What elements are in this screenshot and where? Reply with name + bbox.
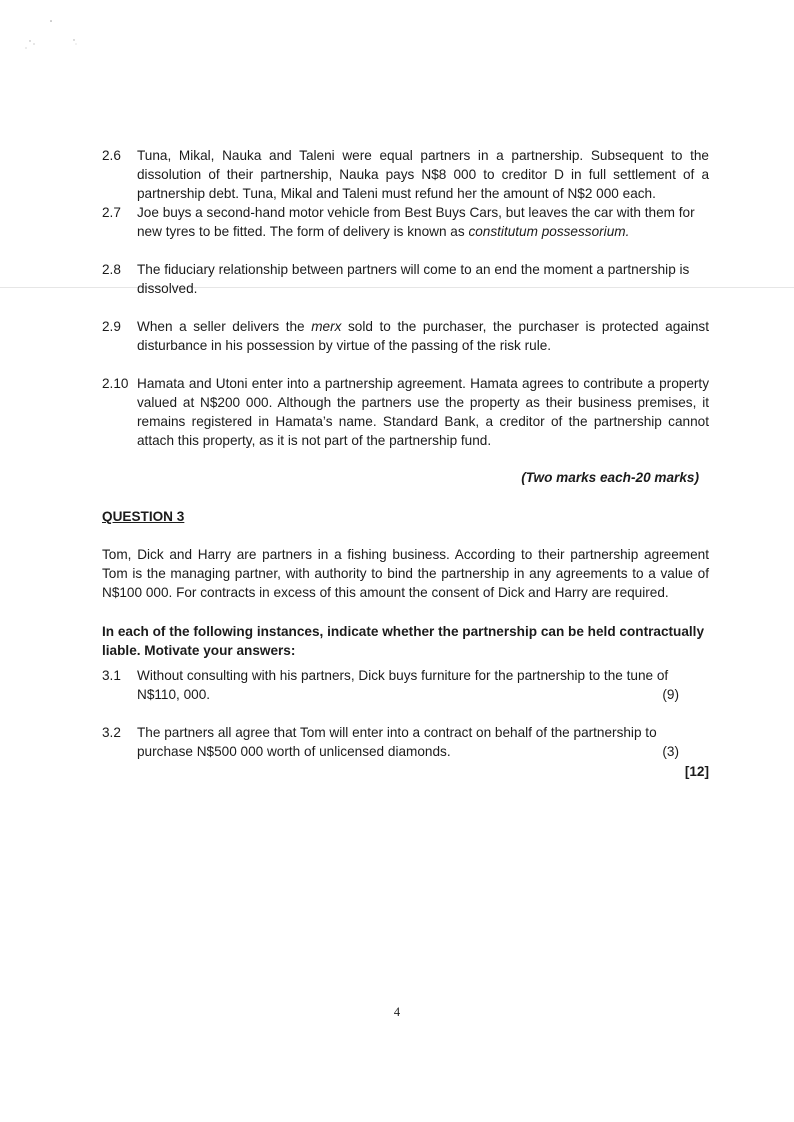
item-2-6: [102, 146, 709, 203]
marks-note-row: [102, 468, 699, 487]
item-text: Tuna, Mikal, Nauka and Taleni were equal partners in a partnership. Subsequent to the dissolution of their partnership, Nauka pays N$8 000 to creditor D in full settlement of a partnership debt. Tuna, Mikal and Taleni must refund her the amount of N$2 000 each.: [137, 148, 709, 201]
question-total: [12]: [684, 764, 709, 779]
item-2-7: [102, 203, 709, 241]
item-text-part: sold to the purchaser, the purchaser is protected against disturbance in his possession by virtue of the passing of the risk rule.: [137, 319, 709, 353]
item-number: 2.6: [102, 148, 121, 163]
question-3-heading-row: [102, 507, 709, 526]
subquestion-line: The partners all agree that Tom will enter into a contract on behalf of the partnership to: [137, 725, 657, 740]
item-text-italic: merx: [311, 319, 342, 334]
subquestion-body: [137, 666, 709, 704]
subquestion-number: 3.2: [102, 725, 121, 740]
item-text: [137, 317, 709, 355]
item-number: 2.8: [102, 262, 121, 277]
item-text: [137, 203, 709, 241]
subquestion-body: [137, 723, 709, 761]
item-number: 2.9: [102, 319, 121, 334]
item-text-part: When a seller delivers the: [137, 319, 312, 334]
scan-specks: [18, 18, 88, 58]
intro-text: Tom, Dick and Harry are partners in a fishing business. According to their partnership agreement Tom is the managing partner, with authority to bind the partnership in any agreements to a value of N$100 000. For contracts in excess of this amount the consent of Dick and Harry are required.: [102, 547, 709, 600]
item-2-10: [102, 374, 709, 450]
subquestion-line: N$110, 000.: [137, 687, 211, 702]
subquestion-3-2: [102, 723, 709, 761]
question-3-total-row: [102, 762, 709, 781]
subquestion-number: 3.1: [102, 668, 121, 683]
page-number: 4: [393, 1005, 401, 1019]
item-text-italic: constitutum possessorium.: [468, 224, 630, 239]
item-text: Hamata and Utoni enter into a partnership agreement. Hamata agrees to contribute a property valued at N$200 000. Although the partners use the property as their business premises, it remains registered in Hamata’s name. Standard Bank, a creditor of the partnership cannot attach this property, as it is not part of the partnership fund.: [137, 376, 709, 448]
item-2-8: [102, 260, 709, 298]
marks-note: (Two marks each-20 marks): [521, 470, 699, 485]
item-number: 2.10: [102, 376, 129, 391]
subquestion-marks: (9): [662, 687, 679, 702]
item-text: The fiduciary relationship between partners will come to an end the moment a partnership is dissolved.: [137, 262, 690, 296]
question-heading: QUESTION 3: [102, 509, 185, 524]
subquestion-line: Without consulting with his partners, Dick buys furniture for the partnership to the tune of: [137, 668, 669, 683]
subquestion-line: purchase N$500 000 worth of unlicensed diamonds.: [137, 744, 451, 759]
question-3-intro: [102, 545, 709, 602]
item-number: 2.7: [102, 205, 121, 220]
subquestion-marks: (3): [662, 744, 679, 759]
subquestion-3-1: [102, 666, 709, 704]
question-3-instruction: [102, 622, 709, 660]
item-2-9: [102, 317, 709, 355]
instruction-text: In each of the following instances, indicate whether the partnership can be held contractually liable. Motivate your answers:: [102, 624, 705, 658]
subquestion-line-row: [137, 742, 709, 761]
item-text-part: Joe buys a second-hand motor vehicle from Best Buys Cars, but leaves the car with them for new tyres to be fitted. The form of delivery is known as: [137, 205, 695, 239]
subquestion-line-row: [137, 685, 709, 704]
